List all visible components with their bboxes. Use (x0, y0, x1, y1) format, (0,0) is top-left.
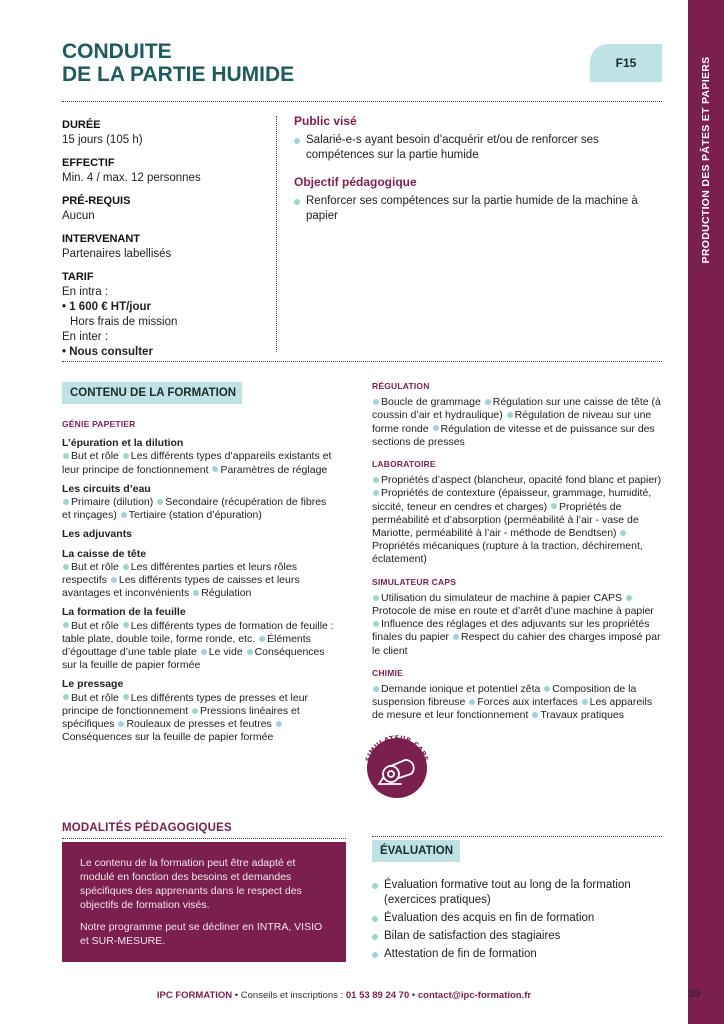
tarif-intra: En intra : (62, 286, 109, 298)
intervenant-label: INTERVENANT (62, 233, 141, 245)
bullet-icon (485, 399, 491, 405)
course-code-tab: F15 (590, 44, 662, 82)
bullet-icon (63, 453, 69, 459)
bullet-icon (620, 530, 626, 536)
evaluation-list (372, 878, 672, 965)
evaluation-divider (372, 836, 662, 837)
duree-value: 15 jours (105 h) (62, 134, 143, 146)
laboratoire-text: Propriétés d’aspect (blancheur, opacité fond blanc et papier) Propriétés de contexture (épaisseur, grammage, humidité, siccité, teneur en cendres et charges) Propriétés de perméabilité et d’absorption (perméabilité à l’air - vase de Mariotte, perméabilité à l’air - méthode de Bendtsen) Propriétés mécaniques (rupture à la traction, déchirement, éclatement) (372, 474, 662, 566)
badge-text: SIMULATEUR CAPS (363, 733, 431, 763)
modalites-title: MODALITÉS PÉDAGOGIQUES (62, 822, 232, 834)
bullet-icon (373, 477, 379, 483)
bullet-icon (544, 686, 550, 692)
effectif-value: Min. 4 / max. 12 personnes (62, 172, 201, 184)
page-title: CONDUITE DE LA PARTIE HUMIDE (62, 40, 295, 86)
tarif-intra-price: • 1 600 € HT/jour (62, 301, 152, 313)
footer-email[interactable]: contact@ipc-formation.fr (417, 990, 532, 1001)
footer-sep: • (409, 990, 418, 1001)
modalites-paragraph-1: Le contenu de la formation peut être adapté et modulé en fonction des besoins et demandes spécifiques des apprenants dans le respect des objectifs de formation visés. (80, 857, 302, 911)
footer-phone[interactable]: 01 53 89 24 70 (345, 990, 410, 1001)
evaluation-item: Évaluation des acquis en fin de formation (372, 911, 672, 926)
chimie-category: CHIMIE (372, 667, 403, 678)
bullet-icon (192, 708, 198, 714)
adjuvants-title: Les adjuvants (62, 528, 133, 541)
bullet-icon (276, 721, 282, 727)
pressage-title: Le pressage (62, 678, 124, 691)
bullet-icon (373, 399, 379, 405)
prerequis-label: PRÉ-REQUIS (62, 195, 131, 207)
divider-top (62, 101, 662, 102)
contenu-left-column (62, 418, 334, 744)
bullet-icon (63, 499, 69, 505)
bullet-icon (118, 721, 124, 727)
tarif-intra-note: Hors frais de mission (70, 316, 178, 328)
bullet-icon (532, 712, 538, 718)
evaluation-item: Évaluation formative tout au long de la formation (exercices pratiques) (372, 878, 672, 908)
bullet-icon (626, 595, 632, 601)
bullet-icon (373, 490, 379, 496)
modalites-paragraph-2: Notre programme peut se décliner en INTRA, VISIO et SUR-MESURE. (80, 921, 323, 947)
bullet-icon (201, 649, 207, 655)
footer-middle: • Conseils et inscriptions : (232, 990, 346, 1001)
bullet-icon (247, 649, 253, 655)
pressage-text: But et rôle Les différents types de presses et leur principe de fonctionnement Pressions linéaires et spécifiques Rouleaux de presses et feutres Conséquences sur la feuille de papier formée (62, 691, 309, 744)
caisse-title: La caisse de tête (62, 547, 147, 560)
divider-vertical (276, 116, 277, 352)
tarif-inter: En inter : (62, 331, 109, 343)
bullet-icon (469, 699, 475, 705)
duree-label: DURÉE (62, 119, 101, 131)
regulation-text: Boucle de grammage Régulation sur une caisse de tête (à coussin d’air et hydraulique) Régulation de niveau sur une forme ronde Régulation de vitesse et de puissance sur des sections de presses (372, 396, 661, 448)
laboratoire-category: LABORATOIRE (372, 459, 436, 470)
public-item: Salarié-e-s ayant besoin d’acquérir et/ou de renforcer ses compétences sur la partie humide (294, 133, 654, 163)
bullet-icon (507, 412, 513, 418)
circuits-title: Les circuits d’eau (62, 482, 151, 495)
simulateur-caps-badge (357, 728, 437, 808)
evaluation-title: ÉVALUATION (372, 840, 460, 862)
bullet-icon (453, 634, 459, 640)
page-number: 39 (688, 988, 701, 1000)
bullet-icon (123, 564, 129, 570)
bullet-icon (373, 595, 379, 601)
genie-category: GÉNIE PAPETIER (62, 419, 136, 429)
public-objectif (294, 114, 654, 224)
intervenant-value: Partenaires labellisés (62, 248, 172, 260)
side-label: PRODUCTION DES PÂTES ET PAPIERS (700, 56, 712, 264)
bullet-icon (123, 694, 129, 700)
bullet-icon (121, 512, 127, 518)
tarif-inter-price: • Nous consulter (62, 346, 153, 358)
caisse-text: But et rôle Les différentes parties et leurs rôles respectifs Les différents types de caisses et leurs avantages et inconvénients Régulation (62, 560, 300, 600)
simulateur-category: SIMULATEUR CAPS (372, 576, 457, 587)
feuille-title: La formation de la feuille (62, 606, 186, 619)
objectif-item: Renforcer ses compétences sur la partie humide de la machine à papier (294, 194, 654, 224)
tarif-label: TARIF (62, 271, 94, 283)
footer-brand: IPC FORMATION (156, 990, 233, 1001)
divider-middle (62, 361, 662, 362)
feuille-text: But et rôle Les différents types de formation de feuille : table plate, double toile, forme ronde, etc. Éléments d’égouttage d’une table plate Le vide Conséquences sur la feuille de papier formée (62, 619, 334, 672)
simulateur-text: Utilisation du simulateur de machine à papier CAPS Protocole de mise en route et d’arrêt d’une machine à papier Influence des réglages et des adjuvants sur les propriétés finales du papier Respect du cahier des charges imposé par le client (372, 591, 661, 657)
bullet-icon (123, 622, 129, 628)
epuration-title: L’épuration et la dilution (62, 437, 184, 450)
bullet-icon (373, 686, 379, 692)
contenu-title: CONTENU DE LA FORMATION (62, 382, 242, 404)
bullet-icon (259, 636, 265, 642)
bullet-icon (433, 425, 439, 431)
epuration-text: But et rôle Les différents types d’appareils existants et leur principe de fonctionnement Paramètres de réglage (62, 450, 332, 476)
evaluation-item: Bilan de satisfaction des stagiaires (372, 929, 672, 944)
objectif-title: Objectif pédagogique (294, 175, 417, 189)
course-info (62, 118, 267, 360)
bullet-icon (111, 577, 117, 583)
public-title: Public visé (294, 114, 357, 128)
footer (0, 990, 688, 1001)
bullet-icon (212, 466, 218, 472)
modalites-divider (62, 838, 346, 839)
circuits-text: Primaire (dilution) Secondaire (récupération de fibres et rinçages) Tertiaire (station d’épuration) (62, 496, 327, 522)
bullet-icon (63, 694, 69, 700)
evaluation-item: Attestation de fin de formation (372, 947, 672, 962)
effectif-label: EFFECTIF (62, 157, 115, 169)
prerequis-value: Aucun (62, 210, 95, 222)
chimie-text: Demande ionique et potentiel zêta Composition de la suspension fibreuse Forces aux interfaces Les appareils de mesure et leur fonctionnement Travaux pratiques (372, 683, 653, 722)
bullet-icon (123, 453, 129, 459)
bullet-icon (157, 499, 163, 505)
bullet-icon (63, 622, 69, 628)
contenu-right-column (372, 380, 662, 723)
bullet-icon (63, 564, 69, 570)
modalites-box (62, 842, 346, 962)
bullet-icon (373, 621, 379, 627)
bullet-icon (193, 590, 199, 596)
regulation-category: RÉGULATION (372, 381, 430, 391)
bullet-icon (582, 699, 588, 705)
bullet-icon (551, 503, 557, 509)
